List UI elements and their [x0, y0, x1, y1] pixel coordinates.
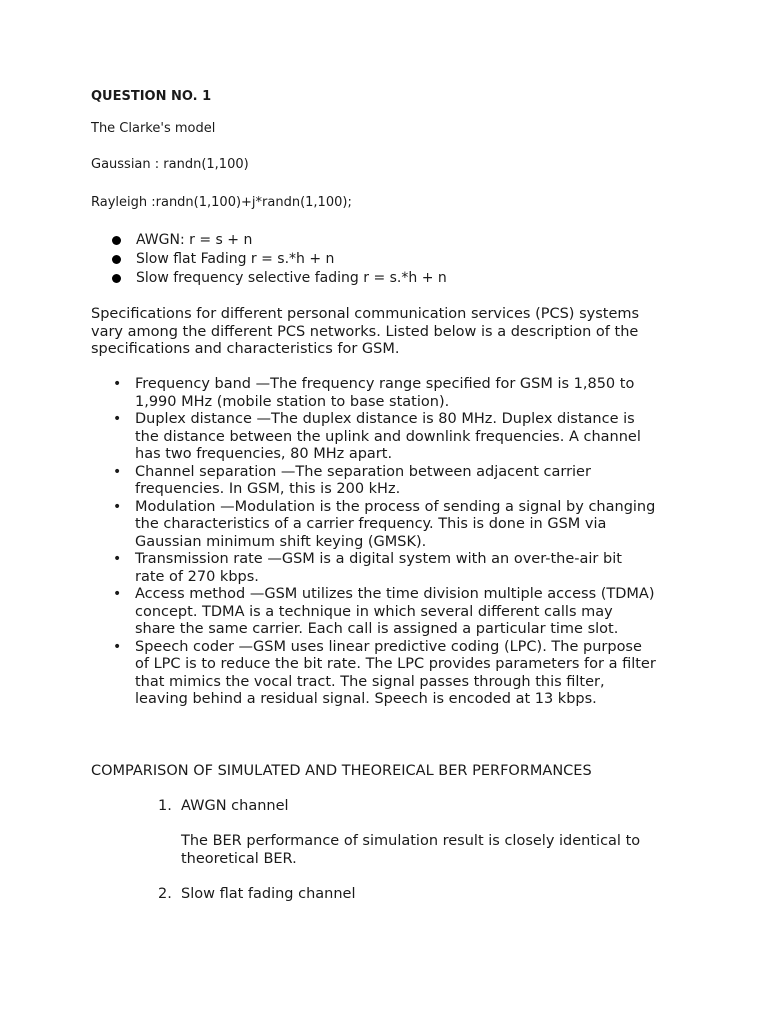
question-heading: QUESTION NO. 1 — [91, 89, 212, 104]
list-item: • Speech coder —GSM uses linear predictive coding (LPC). The purpose of LPC is to reduce the bit rate. The LPC provides parameters for a filter that mimics the vocal tract. The signal passes through this filter, leaving behind a residual signal. Speech is encoded at 13 kbps. — [113, 638, 656, 707]
comparison-heading: COMPARISON OF SIMULATED AND THEOREICAL BER PERFORMANCES — [91, 763, 592, 779]
bullet-icon: • — [113, 376, 122, 392]
list-item: • Frequency band —The frequency range specified for GSM is 1,850 to 1,990 MHz (mobile station to base station). — [113, 376, 635, 410]
list-item: Slow frequency selective fading r = s.*h + n — [110, 269, 447, 288]
comparison-item-number: 1. — [158, 798, 172, 814]
list-item: • Channel separation —The separation between adjacent carrier frequencies. In GSM, this is 200 kHz. — [113, 463, 591, 497]
list-item: • Transmission rate —GSM is a digital system with an over-the-air bit rate of 270 kbps. — [113, 551, 622, 585]
pcs-intro-paragraph: Specifications for different personal communication services (PCS) systems vary among the different PCS networks. Listed below is a description of the specifications and characteristics for GSM. — [91, 306, 640, 357]
channel-model-list — [110, 231, 447, 288]
bullet-icon: • — [113, 586, 122, 602]
gsm-spec-list — [110, 376, 690, 709]
bullet-dot-icon — [112, 255, 121, 264]
gaussian-line: Gaussian : randn(1,100) — [91, 157, 249, 172]
bullet-dot-icon — [112, 274, 121, 283]
model-title: The Clarke's model — [91, 121, 216, 136]
comparison-item-title: Slow flat fading channel — [181, 886, 356, 902]
bullet-icon: • — [113, 498, 122, 515]
bullet-icon: • — [113, 463, 122, 480]
comparison-item-number: 2. — [158, 886, 172, 902]
bullet-icon: • — [113, 551, 122, 567]
list-item: • Access method —GSM utilizes the time division multiple access (TDMA) concept. TDMA is a technique in which several different calls may share the same carrier. Each call is assigned a particular time slot. — [113, 586, 655, 637]
bullet-dot-icon — [112, 236, 121, 245]
bullet-icon: • — [113, 411, 122, 427]
rayleigh-line: Rayleigh :randn(1,100)+j*randn(1,100); — [91, 195, 352, 210]
list-item: Slow flat Fading r = s.*h + n — [110, 250, 447, 269]
list-item: • Duplex distance —The duplex distance is 80 MHz. Duplex distance is the distance between the uplink and downlink frequencies. A channel has two frequencies, 80 MHz apart. — [113, 411, 641, 462]
list-item: • Modulation —Modulation is the process of sending a signal by changing the characteristics of a carrier frequency. This is done in GSM via Gaussian minimum shift keying (GMSK). — [113, 498, 656, 550]
comparison-item-text: The BER performance of simulation result is closely identical to theoretical BER. — [181, 833, 641, 867]
list-item: AWGN: r = s + n — [110, 231, 447, 250]
comparison-item-title: AWGN channel — [181, 798, 289, 814]
bullet-icon: • — [113, 638, 122, 655]
